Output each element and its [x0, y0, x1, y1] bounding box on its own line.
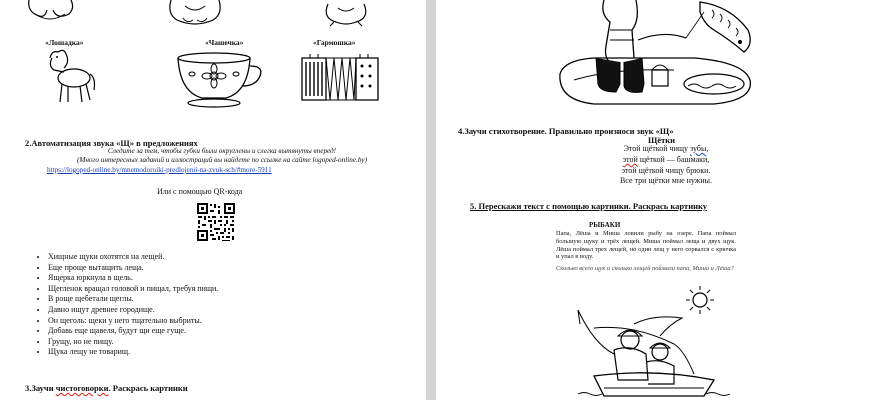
cup-illustration [172, 52, 264, 108]
list-item: • Щегленок вращал головой и пищал, требуя пищи. [48, 284, 218, 295]
caption-accordion: «Гармошка» [313, 38, 356, 47]
section-5-title: 5. Перескажи текст с помощью картинки. Раскрась картинку [470, 201, 708, 211]
article-link[interactable]: https://logoped-online.by/mnemodoroiki-predlojenii-na-zvuk-sch/#more-5911 [47, 166, 272, 174]
poem-line-1-start: Этой щёткой чищу [623, 144, 691, 153]
list-item: • Добавь еще щавеля, будут щи еще гуще. [48, 326, 218, 337]
section-3-title [25, 383, 188, 393]
list-item: • Хищные щуки охотятся на лещей. [48, 252, 218, 263]
list-item: • Щука лещу не товарищ. [48, 347, 218, 358]
section-3-title-suffix: . Раскрась картинки [108, 383, 188, 393]
section-3-title-prefix: 3.Заучи [25, 383, 56, 393]
poem [566, 144, 766, 187]
list-item: • Ящерка юркнула в щель. [48, 273, 218, 284]
story-text: Папа, Лёша и Миша ловили рыбу на озере. Папа поймал большую щуку и трёх лещей. Миша поймал леща и двух щук. Лёша поймал трех лещей, но один лещ у него сорвался с крючка и упал в воду. [556, 230, 736, 261]
bird-illustration [318, 0, 374, 26]
list-item: • Еще проще вытащить леща. [48, 263, 218, 274]
horse-illustration [44, 48, 96, 104]
poem-line-1-word: зубы [690, 144, 707, 153]
section-2-note-link-info: (Много интересных заданий и иллюстраций вы найдете по ссылке на сайте logoped-online.by) [76, 156, 367, 164]
ice-fishing-illustration [554, 0, 764, 112]
section-3-title-word: чистоговорки [55, 383, 109, 393]
fishing-boat-illustration [574, 284, 734, 400]
accordion-illustration [300, 50, 380, 104]
poem-line-1 [566, 144, 766, 155]
caption-cup: «Чашечка» [205, 38, 244, 47]
section-4-title: 4.Заучи стихотворение. Правильно произноси звук «Щ» [458, 126, 674, 136]
document-page-right [436, 0, 870, 400]
list-item: • В роще щебетали щеглы. [48, 294, 218, 305]
story-question: Сколько всего щук и сколько лещей поймали папа, Миша и Лёша? [556, 265, 734, 272]
poem-title: Щётки [648, 135, 676, 145]
list-item: • Он щеголь: щеки у него тщательно выбриты. [48, 316, 218, 327]
list-item: • Давно ищут древнее городище. [48, 305, 218, 316]
poem-line-2-word: этой [622, 154, 638, 164]
poem-line-2 [566, 155, 766, 166]
poem-line-1-end: , [706, 144, 709, 153]
poem-line-4: Все три щётки мне нужны. [619, 176, 713, 186]
section-2-note: Следите за тем, чтобы губки были округлены и слегка вытянуты вперед! [107, 147, 337, 155]
poem-line-2-end: щёткой — башмаки, [637, 154, 710, 164]
story-title: РЫБАКИ [589, 221, 621, 229]
sentence-list [34, 252, 218, 358]
caption-horse: «Лошадка» [45, 38, 84, 47]
list-item: • Грущу, но не пищу. [48, 337, 218, 348]
qr-label: Или с помощью QR-кода [157, 187, 243, 196]
bunny-feet-illustration [25, 0, 75, 24]
section-2-title: 2.Автоматизация звука «Щ» в предложениях [25, 138, 198, 148]
puppy-illustration [165, 0, 225, 26]
qr-code-image[interactable] [196, 202, 236, 242]
page-gap [426, 0, 436, 400]
document-page-left [0, 0, 426, 400]
poem-line-3: этой щёткой чищу брюки. [621, 165, 711, 175]
